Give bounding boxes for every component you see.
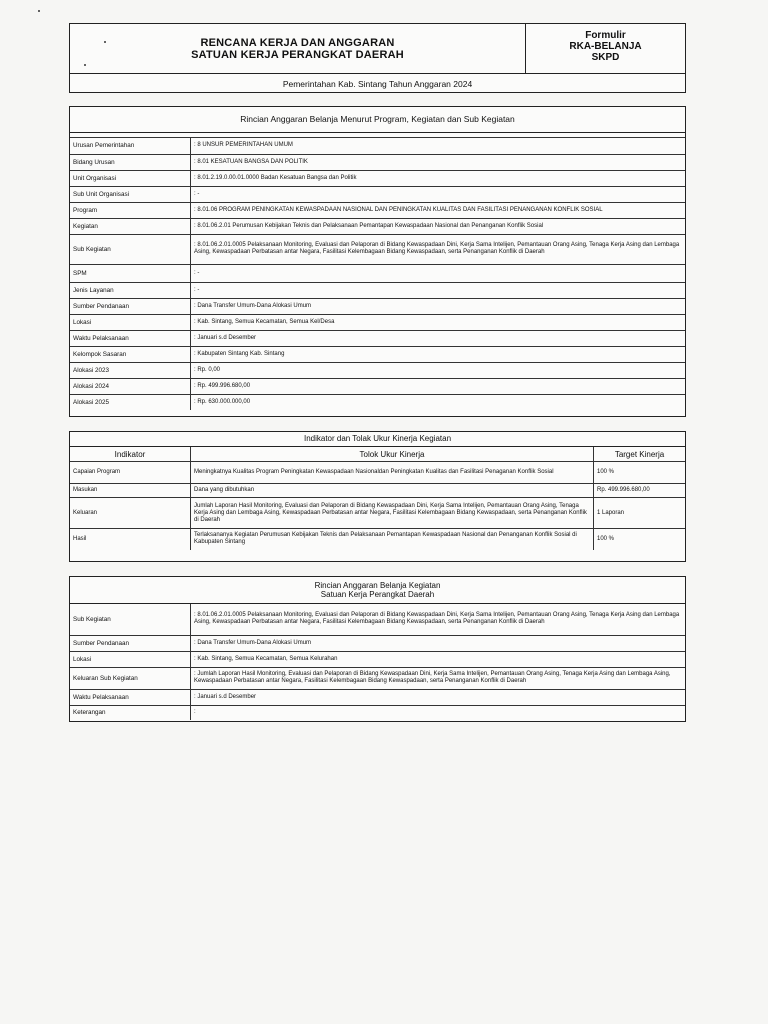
row-label: Sumber Pendanaan [70,298,191,314]
table-row [70,186,685,202]
table-row [70,298,685,314]
row-value: : Januari s.d Desember [191,330,686,346]
row-label: Lokasi [70,651,191,667]
table-row [70,234,685,264]
form-label: Formulir [585,30,626,41]
indikator-cell: Capaian Program [70,462,191,484]
table-row [70,314,685,330]
row-label: SPM [70,264,191,282]
row-label: Bidang Urusan [70,154,191,170]
table-row [70,667,685,689]
row-value: : - [191,186,686,202]
table-row [70,138,685,154]
table-row [70,202,685,218]
scan-speck [38,10,40,12]
row-label: Keterangan [70,705,191,720]
row-label: Sub Kegiatan [70,234,191,264]
table-row [70,282,685,298]
row-label: Sub Kegiatan [70,604,191,635]
row-label: Waktu Pelaksanaan [70,689,191,705]
column-header-target: Target Kinerja [594,447,686,462]
table-row [70,264,685,282]
indikator-cell: Hasil [70,529,191,550]
table-row [70,362,685,378]
table-row [70,394,685,410]
title-box [70,24,526,74]
tolok-ukur-cell: Meningkatnya Kualitas Program Peningkatan Kewaspadaan Nasionaldan Peningkatan Kualitas dan Fasilitasi Penaganan Konflik Sosial [191,462,594,484]
row-value: : Jumlah Laporan Hasil Monitoring, Evaluasi dan Pelaporan di Bidang Kewaspadaan Dini, Kerja Sama Intelijen, Pemantauan Orang Asing, Tenaga Kerja Asing dan Lembaga Asing, Kewaspadaan Perbatasan antar Negara, Fasilitasi Kelembagaan Bidang Kewaspadaan, serta Penanganan Konflik di Daerah [191,667,686,689]
column-header-indikator: Indikator [70,447,191,462]
row-value: : Rp. 630.000.000,00 [194,398,251,405]
row-label: Alokasi 2023 [70,362,191,378]
section-title: Indikator dan Tolak Ukur Kinerja Kegiatan [70,432,685,447]
table-row [70,689,685,705]
indikator-table [70,447,685,550]
row-value: : 8.01 KESATUAN BANGSA DAN POLITIK [191,154,686,170]
table-row [70,154,685,170]
form-code: RKA-BELANJA [569,41,642,52]
row-value: : Dana Transfer Umum-Dana Alokasi Umum [191,298,686,314]
indikator-cell: Masukan [70,484,191,498]
row-value: : 8.01.06 PROGRAM PENINGKATAN KEWASPADAAN NASIONAL DAN PENINGKATAN KUALITAS DAN FASILITASI PENANGANAN KONFLIK SOSIAL [191,202,686,218]
section-title-line1: Rincian Anggaran Belanja Kegiatan [314,581,441,590]
row-value: : Rp. 499.996.680,00 [191,378,686,394]
row-value: : Kab. Sintang, Semua Kecamatan, Semua Kel/Desa [191,314,686,330]
row-value: : 8.01.2.19.0.00.01.0000 Badan Kesatuan Bangsa dan Politik [191,170,686,186]
kegiatan-info-table [70,604,685,720]
row-value: : Kabupaten Sintang Kab. Sintang [191,346,686,362]
tolok-ukur-cell: Jumlah Laporan Hasil Monitoring, Evaluasi dan Pelaporan di Bidang Kewaspadaan Dini, Kerja Sama Intelijen, Pemantauan Orang Asing, Tenaga Kerja Asing dan Lembaga Asing, Kewaspadaan Perbatasan antar Negara, Fasilitasi Kelembagaan Bidang Kewaspadaan, serta Penanganan Konflik di Daerah [191,498,594,529]
document-subtitle: Pemerintahan Kab. Sintang Tahun Anggaran 2024 [282,79,473,89]
row-label: Kegiatan [70,218,191,234]
table-header-row [70,447,685,462]
target-cell: 100 % [594,462,686,484]
row-value: : 8.01.06.2.01.0005 Pelaksanaan Monitoring, Evaluasi dan Pelaporan di Bidang Kewaspadaan Dini, Kerja Sama Intelijen, Pemantauan Orang Asing, Tenaga Kerja Asing dan Lembaga Asing, Kewaspadaan Perbatasan antar Negara, Fasilitasi Kelembagaan Bidang Kewaspadaan, serta Penanganan Konflik di Daerah [191,604,686,635]
table-row [70,604,685,635]
target-cell: 1 Laporan [594,498,686,529]
indikator-kinerja-section [69,431,686,562]
table-row [70,705,685,720]
tolok-ukur-cell: Terlaksananya Kegiatan Perumusan Kebijakan Teknis dan Pelaksanaan Pemantapan Kewaspadaan Nasional dan Penanganan Konflik Sosial di Kabupaten Sintang [191,529,594,550]
row-label: Keluaran Sub Kegiatan [70,667,191,689]
document-title-line1: RENCANA KERJA DAN ANGGARAN [200,37,395,49]
row-label: Unit Organisasi [70,170,191,186]
row-value: : Kab. Sintang, Semua Kecamatan, Semua Kelurahan [191,651,686,667]
program-info-table [70,138,685,410]
table-row [70,346,685,362]
row-label: Program [70,202,191,218]
table-row [70,635,685,651]
row-value: : - [191,282,686,298]
row-label: Alokasi 2024 [70,378,191,394]
row-label: Waktu Pelaksanaan [70,330,191,346]
table-row [70,651,685,667]
row-value: : Januari s.d Desember [191,689,686,705]
rincian-kegiatan-section [69,576,686,722]
target-cell: Rp. 499.996.680,00 [594,484,686,498]
table-row [70,330,685,346]
row-value: : Rp. 0,00 [191,362,686,378]
document-title-line2: SATUAN KERJA PERANGKAT DAERAH [191,49,404,61]
row-label: Urusan Pemerintahan [70,138,191,154]
form-code-box [526,24,685,74]
row-value: : 8.01.06.2.01 Perumusan Kebijakan Teknis dan Pelaksanaan Pemantapan Kewaspadaan Nasional dan Penanganan Konflik Sosial [191,218,686,234]
table-row [70,529,685,550]
table-row [70,484,685,498]
row-label: Kelompok Sasaran [70,346,191,362]
row-label: Lokasi [70,314,191,330]
form-unit: SKPD [591,52,620,63]
row-value: : 8 UNSUR PEMERINTAHAN UMUM [191,138,686,154]
row-value: : Dana Transfer Umum-Dana Alokasi Umum [191,635,686,651]
rincian-program-section [69,106,686,417]
row-value: : - [191,264,686,282]
table-row [70,462,685,484]
column-header-tolok-ukur: Tolok Ukur Kinerja [191,447,594,462]
table-row [70,378,685,394]
document-header [69,23,686,93]
section-title: Rincian Anggaran Belanja Menurut Program, Kegiatan dan Sub Kegiatan [70,107,685,133]
table-row [70,218,685,234]
target-cell: 100 % [597,535,615,542]
row-value: : [194,709,196,716]
indikator-cell: Keluaran [70,498,191,529]
row-label: Sumber Pendanaan [70,635,191,651]
row-label: Alokasi 2025 [70,394,191,410]
row-value: : 8.01.06.2.01.0005 Pelaksanaan Monitoring, Evaluasi dan Pelaporan di Bidang Kewaspadaan Dini, Kerja Sama Intelijen, Pemantauan Orang Asing, Tenaga Kerja Asing dan Lembaga Asing, Kewaspadaan Perbatasan antar Negara, Fasilitasi Kelembagaan Bidang Kewaspadaan, serta Penanganan Konflik di Daerah [191,234,686,264]
tolok-ukur-cell: Dana yang dibutuhkan [191,484,594,498]
row-label: Sub Unit Organisasi [70,186,191,202]
table-row [70,170,685,186]
row-label: Jenis Layanan [70,282,191,298]
table-row [70,498,685,529]
section-title-line2: Satuan Kerja Perangkat Daerah [320,590,435,599]
section-title [70,577,685,604]
